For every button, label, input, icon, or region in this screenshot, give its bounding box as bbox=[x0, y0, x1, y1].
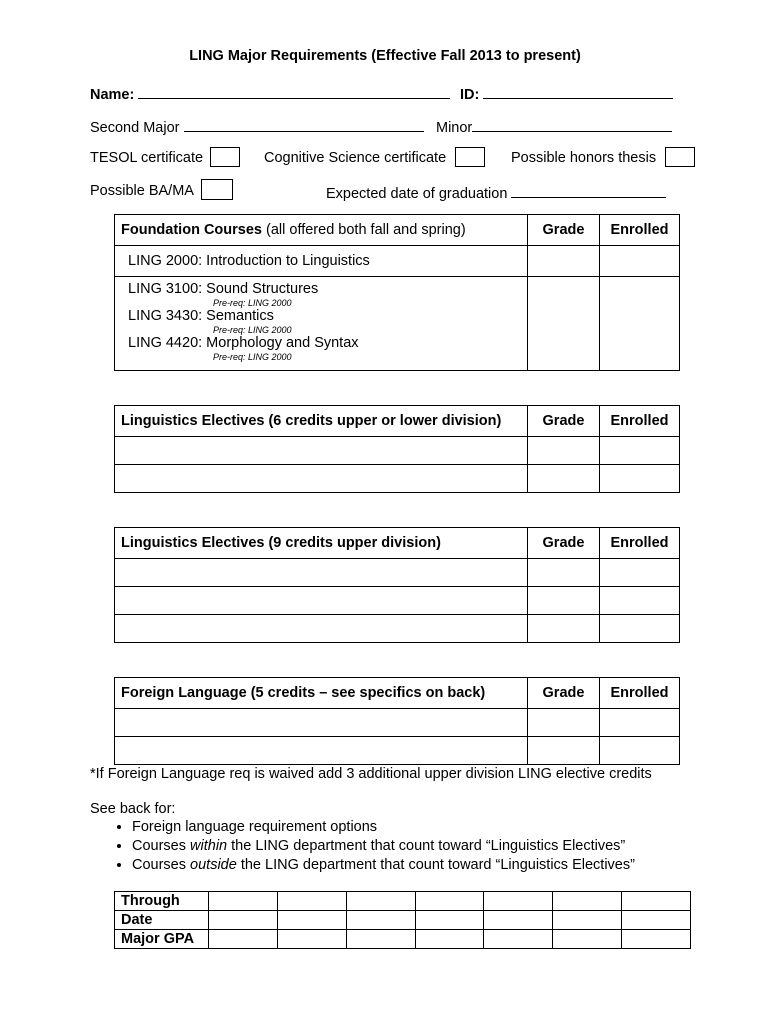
name-row bbox=[90, 84, 450, 103]
gpa-cell[interactable] bbox=[415, 892, 484, 911]
course-name: LING 4420: Morphology and Syntax bbox=[128, 335, 359, 351]
id-field[interactable] bbox=[483, 84, 673, 99]
enrolled-cell[interactable] bbox=[600, 465, 680, 493]
grade-header: Grade bbox=[528, 678, 600, 709]
name-label: Name: bbox=[90, 87, 135, 103]
tesol-label: TESOL certificate bbox=[90, 150, 204, 166]
gpa-cell[interactable] bbox=[553, 911, 622, 930]
prereq-note: Pre-req: LING 2000 bbox=[213, 352, 292, 362]
minor-row bbox=[436, 117, 672, 136]
grade-cell[interactable] bbox=[528, 465, 600, 493]
grade-cell[interactable] bbox=[528, 277, 600, 371]
foundation-header-note: (all offered both fall and spring) bbox=[266, 222, 466, 238]
see-back-list bbox=[108, 818, 635, 875]
course-cell[interactable] bbox=[115, 437, 528, 465]
minor-field[interactable] bbox=[472, 117, 672, 132]
list-item bbox=[132, 856, 635, 875]
gpa-cell[interactable] bbox=[346, 892, 415, 911]
minor-label: Minor bbox=[436, 120, 473, 136]
graduation-field[interactable] bbox=[511, 183, 666, 198]
grade-header: Grade bbox=[528, 215, 600, 246]
bullet-emphasis: within bbox=[190, 838, 228, 854]
honors-label: Possible honors thesis bbox=[511, 150, 657, 166]
bullet-emphasis: outside bbox=[190, 857, 237, 873]
electives6-table bbox=[114, 405, 680, 493]
grade-cell[interactable] bbox=[528, 246, 600, 277]
major-gpa-label: Major GPA bbox=[115, 930, 209, 949]
enrolled-cell[interactable] bbox=[600, 615, 680, 643]
see-back-label: See back for: bbox=[90, 801, 176, 817]
foreign-header: Foreign Language (5 credits – see specifics on back) bbox=[115, 678, 528, 709]
foundation-header bbox=[115, 215, 528, 246]
gpa-cell[interactable] bbox=[622, 892, 691, 911]
course-name: LING 2000: Introduction to Linguistics bbox=[128, 252, 370, 269]
id-row bbox=[460, 84, 673, 103]
grade-cell[interactable] bbox=[528, 559, 600, 587]
table-row bbox=[115, 246, 528, 277]
course-cell[interactable] bbox=[115, 465, 528, 493]
bullet-text: Courses bbox=[132, 857, 191, 873]
foreign-table bbox=[114, 677, 680, 765]
second-major-label: Second Major bbox=[90, 120, 180, 136]
graduation-label: Expected date of graduation bbox=[326, 186, 508, 202]
second-major-field[interactable] bbox=[184, 117, 424, 132]
second-major-row bbox=[90, 117, 424, 136]
enrolled-cell[interactable] bbox=[600, 587, 680, 615]
grade-cell[interactable] bbox=[528, 709, 600, 737]
foundation-header-bold: Foundation Courses bbox=[121, 222, 262, 238]
enrolled-cell[interactable] bbox=[600, 737, 680, 765]
grade-header: Grade bbox=[528, 528, 600, 559]
course-name: LING 3100: Sound Structures bbox=[128, 281, 319, 297]
gpa-cell[interactable] bbox=[209, 892, 278, 911]
date-label: Date bbox=[115, 911, 209, 930]
bullet-text: the LING department that count toward “Linguistics Electives” bbox=[227, 838, 626, 854]
cogsci-checkbox[interactable] bbox=[455, 147, 485, 167]
honors-checkbox[interactable] bbox=[665, 147, 695, 167]
page-title: LING Major Requirements (Effective Fall 2013 to present) bbox=[189, 48, 581, 64]
gpa-cell[interactable] bbox=[622, 930, 691, 949]
grade-cell[interactable] bbox=[528, 437, 600, 465]
gpa-cell[interactable] bbox=[484, 892, 553, 911]
prereq-note: Pre-req: LING 2000 bbox=[213, 325, 292, 335]
enrolled-header: Enrolled bbox=[600, 406, 680, 437]
through-label: Through bbox=[115, 892, 209, 911]
course-cell[interactable] bbox=[115, 587, 528, 615]
foundation-table bbox=[114, 214, 680, 371]
footnote: *If Foreign Language req is waived add 3 additional upper division LING elective credits bbox=[90, 766, 652, 782]
gpa-cell[interactable] bbox=[277, 911, 346, 930]
enrolled-header: Enrolled bbox=[600, 215, 680, 246]
electives9-header: Linguistics Electives (9 credits upper division) bbox=[115, 528, 528, 559]
id-label: ID: bbox=[460, 87, 480, 103]
enrolled-header: Enrolled bbox=[600, 678, 680, 709]
graduation-row bbox=[326, 183, 666, 202]
gpa-cell[interactable] bbox=[484, 911, 553, 930]
course-cell[interactable] bbox=[115, 615, 528, 643]
enrolled-cell[interactable] bbox=[600, 277, 680, 371]
grade-header: Grade bbox=[528, 406, 600, 437]
bullet-text: Courses bbox=[132, 838, 191, 854]
bullet-text: the LING department that count toward “Linguistics Electives” bbox=[236, 857, 635, 873]
enrolled-header: Enrolled bbox=[600, 528, 680, 559]
gpa-cell[interactable] bbox=[209, 930, 278, 949]
electives6-header: Linguistics Electives (6 credits upper or lower division) bbox=[115, 406, 528, 437]
gpa-cell[interactable] bbox=[484, 930, 553, 949]
gpa-cell[interactable] bbox=[553, 930, 622, 949]
course-cell[interactable] bbox=[115, 737, 528, 765]
enrolled-cell[interactable] bbox=[600, 437, 680, 465]
gpa-table bbox=[114, 891, 691, 949]
enrolled-cell[interactable] bbox=[600, 246, 680, 277]
cogsci-label: Cognitive Science certificate bbox=[264, 150, 447, 166]
course-cell[interactable] bbox=[115, 559, 528, 587]
list-item bbox=[132, 818, 635, 837]
gpa-cell[interactable] bbox=[277, 930, 346, 949]
enrolled-cell[interactable] bbox=[600, 559, 680, 587]
gpa-cell[interactable] bbox=[346, 930, 415, 949]
grade-cell[interactable] bbox=[528, 587, 600, 615]
gpa-cell[interactable] bbox=[209, 911, 278, 930]
gpa-cell[interactable] bbox=[277, 892, 346, 911]
course-cell[interactable] bbox=[115, 709, 528, 737]
gpa-cell[interactable] bbox=[346, 911, 415, 930]
table-row bbox=[115, 277, 528, 371]
bama-label: Possible BA/MA bbox=[90, 183, 194, 199]
gpa-cell[interactable] bbox=[415, 911, 484, 930]
grade-cell[interactable] bbox=[528, 615, 600, 643]
grade-cell[interactable] bbox=[528, 737, 600, 765]
electives9-table bbox=[114, 527, 680, 643]
gpa-cell[interactable] bbox=[622, 911, 691, 930]
enrolled-cell[interactable] bbox=[600, 709, 680, 737]
prereq-note: Pre-req: LING 2000 bbox=[213, 298, 292, 308]
name-field[interactable] bbox=[138, 84, 450, 99]
gpa-cell[interactable] bbox=[553, 892, 622, 911]
bullet-text: Foreign language requirement options bbox=[132, 819, 378, 835]
list-item bbox=[132, 837, 635, 856]
tesol-checkbox[interactable] bbox=[210, 147, 240, 167]
course-name: LING 3430: Semantics bbox=[128, 308, 274, 324]
gpa-cell[interactable] bbox=[415, 930, 484, 949]
bama-checkbox[interactable] bbox=[201, 179, 233, 200]
